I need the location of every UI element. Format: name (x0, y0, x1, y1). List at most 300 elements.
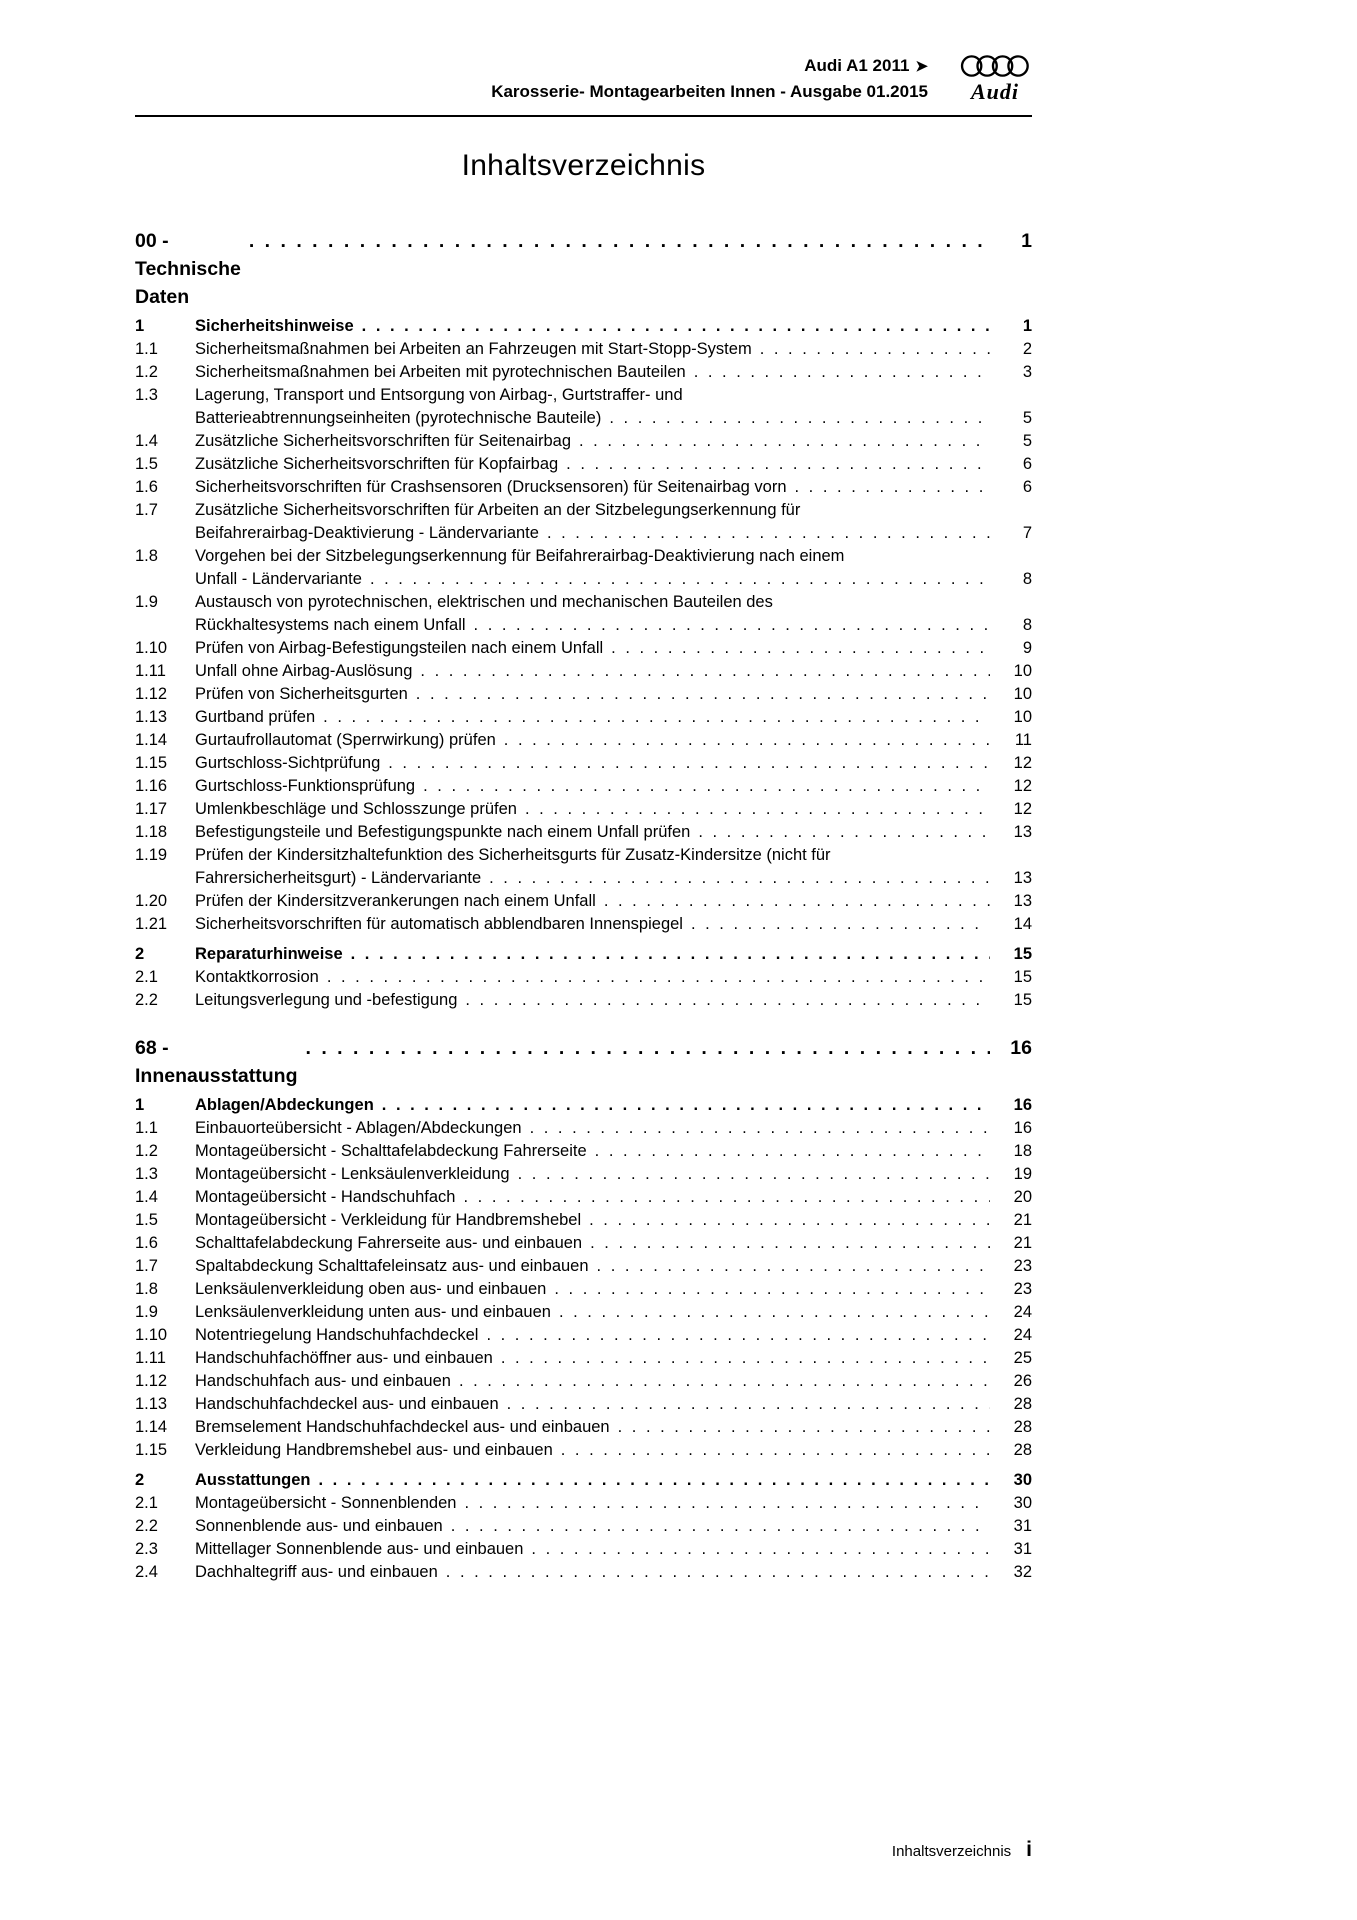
dot-leader (518, 1163, 990, 1186)
header-model-text: Audi A1 2011 (804, 55, 910, 75)
entry-body (195, 1538, 1032, 1561)
entry-title: Gurtschloss-Funktionsprüfung (195, 777, 416, 795)
dot-leader (531, 1538, 990, 1561)
entry-title: Montageübersicht - Verkleidung für Handbremshebel (195, 1211, 582, 1229)
entry-body (195, 430, 1032, 453)
entry-number: 1.4 (135, 1188, 158, 1206)
entry-page-number: 25 (1013, 1349, 1032, 1367)
entry-page-number: 16 (1013, 1096, 1032, 1114)
entry-page-number: 1 (1022, 317, 1032, 335)
dot-leader (525, 798, 990, 821)
entry-number: 2.2 (135, 1517, 158, 1535)
entry-number: 1.18 (135, 823, 168, 841)
entry-page-number: 23 (1013, 1257, 1032, 1275)
entry-number: 2.2 (135, 991, 158, 1009)
entry-last-line (195, 361, 1032, 384)
entry-page-number: 15 (1013, 945, 1032, 963)
entry-body (195, 1324, 1032, 1347)
entry-number: 1.11 (135, 1349, 166, 1367)
entry-number: 1.19 (135, 846, 168, 864)
chapter-page-number: 1 (1021, 230, 1032, 252)
dot-leader (420, 660, 990, 683)
entry-body (195, 1140, 1032, 1163)
header-document-title: Karosserie- Montagearbeiten Innen - Ausgabe 01.2015 (491, 82, 928, 101)
entry-page-number: 13 (1013, 869, 1032, 887)
entry-number: 1.7 (135, 1257, 158, 1275)
entry-body (195, 384, 1032, 430)
entry-page-number: 21 (1013, 1211, 1032, 1229)
entry-last-line (195, 775, 1032, 798)
entry-number: 1.3 (135, 1165, 158, 1183)
entry-number: 2.1 (135, 968, 158, 986)
entry-body (195, 1492, 1032, 1515)
entry-body (195, 453, 1032, 476)
page-header (135, 0, 1032, 117)
entry-title: Lenksäulenverkleidung oben aus- und einbauen (195, 1280, 547, 1298)
entry-last-line (195, 453, 1032, 476)
entry-title: Schalttafelabdeckung Fahrerseite aus- und einbauen (195, 1234, 583, 1252)
toc-entry (135, 1469, 1032, 1492)
entry-last-line (195, 430, 1032, 453)
toc-chapter-row (135, 1034, 1032, 1090)
dot-leader (507, 1393, 990, 1416)
entry-title: Montageübersicht - Handschuhfach (195, 1188, 456, 1206)
entry-title-line: Austausch von pyrotechnischen, elektrischen und mechanischen Bauteilen des (195, 593, 773, 611)
toc-entry (135, 1278, 1032, 1301)
entry-last-line (195, 1094, 1032, 1117)
dot-leader (561, 1439, 990, 1462)
toc-entry (135, 315, 1032, 338)
entry-title: Batterieabtrennungseinheiten (pyrotechnische Bauteile) (195, 409, 602, 427)
entry-title: Bremselement Handschuhfachdeckel aus- und einbauen (195, 1418, 610, 1436)
entry-title: Montageübersicht - Sonnenblenden (195, 1494, 457, 1512)
entry-last-line (195, 821, 1032, 844)
dot-leader (416, 683, 990, 706)
toc-entry (135, 1186, 1032, 1209)
entry-number: 2.1 (135, 1494, 158, 1512)
entry-last-line (195, 798, 1032, 821)
entry-page-number: 10 (1013, 708, 1032, 726)
entry-number: 1.9 (135, 1303, 158, 1321)
entry-last-line (195, 407, 1032, 430)
entry-last-line (195, 1278, 1032, 1301)
footer-page-number: i (1026, 1838, 1032, 1861)
toc-entry (135, 338, 1032, 361)
entry-page-number: 10 (1013, 685, 1032, 703)
toc-chapter-row (135, 227, 1032, 311)
entry-title: Beifahrerairbag-Deaktivierung - Ländervariante (195, 524, 539, 542)
dot-leader (489, 867, 990, 890)
entry-page-number: 24 (1013, 1303, 1032, 1321)
entry-page-number: 5 (1022, 409, 1032, 427)
entry-number: 1.21 (135, 915, 168, 933)
entry-number: 1.1 (135, 340, 158, 358)
entry-title: Prüfen von Airbag-Befestigungsteilen nach einem Unfall (195, 639, 604, 657)
entry-last-line (195, 476, 1032, 499)
entry-page-number: 14 (1013, 915, 1032, 933)
toc-entry (135, 361, 1032, 384)
dot-leader (530, 1117, 990, 1140)
entry-body (195, 1278, 1032, 1301)
entry-last-line (195, 1324, 1032, 1347)
entry-title: Handschuhfachöffner aus- und einbauen (195, 1349, 493, 1367)
entry-title: Mittellager Sonnenblende aus- und einbauen (195, 1540, 524, 1558)
entry-number: 1.14 (135, 1418, 168, 1436)
entry-title: Gurtband prüfen (195, 708, 316, 726)
entry-title: Ausstattungen (195, 1471, 311, 1489)
dot-leader (370, 568, 990, 591)
entry-number: 1.8 (135, 547, 158, 565)
entry-page-number: 3 (1022, 363, 1032, 381)
entry-body (195, 1561, 1032, 1584)
entry-title: Befestigungsteile und Befestigungspunkte nach einem Unfall prüfen (195, 823, 691, 841)
toc-entry (135, 1416, 1032, 1439)
model-year-arrow-icon: ➤ (915, 57, 928, 75)
dot-leader (464, 1492, 990, 1515)
entry-last-line (195, 1117, 1032, 1140)
dot-leader (504, 729, 990, 752)
entry-number: 1.4 (135, 432, 158, 450)
entry-page-number: 2 (1022, 340, 1032, 358)
entry-last-line (195, 683, 1032, 706)
content-area (135, 0, 1032, 1584)
entry-page-number: 7 (1022, 524, 1032, 542)
entry-last-line (195, 1515, 1032, 1538)
entry-last-line (195, 1492, 1032, 1515)
entry-body (195, 1117, 1032, 1140)
toc-entry (135, 1515, 1032, 1538)
entry-page-number: 15 (1013, 991, 1032, 1009)
entry-title: Sicherheitsvorschriften für Crashsensoren (Drucksensoren) für Seitenairbag vorn (195, 478, 787, 496)
entry-number: 1.12 (135, 1372, 168, 1390)
toc-entry (135, 384, 1032, 430)
entry-page-number: 26 (1013, 1372, 1032, 1390)
entry-body (195, 890, 1032, 913)
entry-title: Fahrersicherheitsgurt) - Ländervariante (195, 869, 482, 887)
entry-last-line (195, 1370, 1032, 1393)
dot-leader (249, 227, 990, 255)
header-model-line (135, 55, 928, 78)
entry-page-number: 21 (1013, 1234, 1032, 1252)
entry-body (195, 1439, 1032, 1462)
toc-entry (135, 1209, 1032, 1232)
entry-body (195, 1255, 1032, 1278)
entry-title: Dachhaltegriff aus- und einbauen (195, 1563, 438, 1581)
dot-leader (611, 637, 990, 660)
entry-body (195, 729, 1032, 752)
entry-last-line (195, 1393, 1032, 1416)
entry-body (195, 315, 1032, 338)
toc-entry (135, 1439, 1032, 1462)
toc-entry (135, 1561, 1032, 1584)
entry-number: 1.5 (135, 1211, 158, 1229)
entry-title: Prüfen von Sicherheitsgurten (195, 685, 408, 703)
entry-last-line (195, 1347, 1032, 1370)
entry-number: 1.13 (135, 708, 168, 726)
toc-entry (135, 943, 1032, 966)
entry-number: 1.6 (135, 478, 158, 496)
entry-body (195, 476, 1032, 499)
entry-title: Kontaktkorrosion (195, 968, 319, 986)
toc-entry (135, 637, 1032, 660)
dot-leader (547, 522, 990, 545)
entry-page-number: 18 (1013, 1142, 1032, 1160)
entry-last-line (195, 1232, 1032, 1255)
entry-page-number: 12 (1013, 800, 1032, 818)
entry-title: Unfall ohne Airbag-Auslösung (195, 662, 413, 680)
toc-entry (135, 476, 1032, 499)
entry-last-line (195, 614, 1032, 637)
entry-title: Sicherheitsmaßnahmen bei Arbeiten mit pyrotechnischen Bauteilen (195, 363, 686, 381)
toc-entry (135, 1370, 1032, 1393)
toc-entry (135, 1538, 1032, 1561)
toc-entry (135, 1393, 1032, 1416)
dot-leader (486, 1324, 990, 1347)
entry-number: 2 (135, 945, 145, 963)
entry-body (195, 1347, 1032, 1370)
entry-title: Lenksäulenverkleidung unten aus- und einbauen (195, 1303, 551, 1321)
entry-last-line (195, 1186, 1032, 1209)
entry-number: 1.11 (135, 662, 166, 680)
dot-leader (446, 1561, 990, 1584)
entry-number: 1.14 (135, 731, 168, 749)
entry-page-number: 31 (1013, 1540, 1032, 1558)
entry-body (195, 966, 1032, 989)
toc-entry (135, 1255, 1032, 1278)
entry-number: 1.13 (135, 1395, 168, 1413)
entry-last-line (195, 338, 1032, 361)
dot-leader (604, 890, 990, 913)
entry-number: 1.8 (135, 1280, 158, 1298)
dot-leader (423, 775, 990, 798)
entry-body (195, 660, 1032, 683)
entry-body (195, 1186, 1032, 1209)
entry-title: Sicherheitsvorschriften für automatisch abblendbaren Innenspiegel (195, 915, 683, 933)
entry-page-number: 16 (1013, 1119, 1032, 1137)
entry-last-line (195, 1561, 1032, 1584)
entry-title: Einbauorteübersicht - Ablagen/Abdeckungen (195, 1119, 522, 1137)
entry-body (195, 1094, 1032, 1117)
entry-page-number: 12 (1013, 777, 1032, 795)
entry-title: Zusätzliche Sicherheitsvorschriften für Seitenairbag (195, 432, 572, 450)
entry-page-number: 28 (1013, 1441, 1032, 1459)
entry-page-number: 8 (1022, 570, 1032, 588)
dot-leader (464, 1186, 991, 1209)
entry-body (195, 1209, 1032, 1232)
entry-body (195, 1416, 1032, 1439)
entry-page-number: 11 (1014, 731, 1032, 749)
entry-last-line (195, 1140, 1032, 1163)
dot-leader (465, 989, 990, 1012)
toc-entry (135, 775, 1032, 798)
entry-last-line (195, 943, 1032, 966)
dot-leader (597, 1255, 990, 1278)
dot-leader (691, 913, 990, 936)
dot-leader (559, 1301, 990, 1324)
entry-title-line: Zusätzliche Sicherheitsvorschriften für Arbeiten an der Sitzbelegungserkennung für (195, 501, 801, 519)
entry-title: Gurtschloss-Sichtprüfung (195, 754, 381, 772)
entry-number: 1.12 (135, 685, 168, 703)
toc-entry (135, 844, 1032, 890)
entry-page-number: 19 (1013, 1165, 1032, 1183)
entry-number: 1 (135, 317, 145, 335)
entry-title: Verkleidung Handbremshebel aus- und einbauen (195, 1441, 553, 1459)
toc-section (135, 227, 1032, 1012)
entry-last-line (195, 1538, 1032, 1561)
toc-entry (135, 729, 1032, 752)
entry-number: 1 (135, 1096, 145, 1114)
entry-title: Leitungsverlegung und -befestigung (195, 991, 458, 1009)
dot-leader (382, 1094, 990, 1117)
toc-entry (135, 1094, 1032, 1117)
entry-body (195, 1393, 1032, 1416)
toc-entry (135, 1163, 1032, 1186)
entry-number: 1.9 (135, 593, 158, 611)
entry-title: Rückhaltesystems nach einem Unfall (195, 616, 466, 634)
chapter-page-number: 16 (1010, 1037, 1032, 1059)
dot-leader (323, 706, 990, 729)
entry-last-line (195, 1255, 1032, 1278)
entry-title: Umlenkbeschläge und Schlosszunge prüfen (195, 800, 517, 818)
entry-number: 1.10 (135, 639, 168, 657)
entry-last-line (195, 1439, 1032, 1462)
toc-entry (135, 1324, 1032, 1347)
entry-title: Sonnenblende aus- und einbauen (195, 1517, 443, 1535)
entry-last-line (195, 989, 1032, 1012)
entry-title: Unfall - Ländervariante (195, 570, 362, 588)
entry-page-number: 23 (1013, 1280, 1032, 1298)
entry-title-line: Lagerung, Transport und Entsorgung von Airbag-, Gurtstraffer- und (195, 386, 683, 404)
entry-page-number: 28 (1013, 1418, 1032, 1436)
toc-entry (135, 1301, 1032, 1324)
entry-body (195, 989, 1032, 1012)
dot-leader (388, 752, 990, 775)
toc-entry (135, 966, 1032, 989)
entry-title: Ablagen/Abdeckungen (195, 1096, 374, 1114)
entry-title: Sicherheitsmaßnahmen bei Arbeiten an Fahrzeugen mit Start-Stopp-System (195, 340, 752, 358)
dot-leader (566, 453, 990, 476)
entry-last-line (195, 913, 1032, 936)
toc-entry (135, 913, 1032, 936)
entry-page-number: 5 (1022, 432, 1032, 450)
toc-entry (135, 1492, 1032, 1515)
footer-label: Inhaltsverzeichnis (891, 1843, 1012, 1860)
entry-number: 1.5 (135, 455, 158, 473)
dot-leader (459, 1370, 990, 1393)
toc-entry (135, 1232, 1032, 1255)
dot-leader (362, 315, 990, 338)
toc-entry (135, 453, 1032, 476)
toc (135, 227, 1032, 1584)
audi-rings-icon (958, 54, 1032, 78)
entry-number: 1.2 (135, 1142, 158, 1160)
entry-title: Zusätzliche Sicherheitsvorschriften für Kopfairbag (195, 455, 559, 473)
dot-leader (595, 1140, 990, 1163)
entry-number: 1.20 (135, 892, 168, 910)
dot-leader (795, 476, 990, 499)
dot-leader (694, 361, 990, 384)
entry-body (195, 943, 1032, 966)
page-footer (892, 1838, 1032, 1862)
dot-leader (590, 1232, 990, 1255)
entry-page-number: 6 (1022, 478, 1032, 496)
entry-body (195, 499, 1032, 545)
entry-page-number: 8 (1022, 616, 1032, 634)
entry-number: 2 (135, 1471, 145, 1489)
toc-entries (135, 1094, 1032, 1584)
entry-title: Montageübersicht - Lenksäulenverkleidung (195, 1165, 510, 1183)
entry-title-line: Prüfen der Kindersitzhaltefunktion des Sicherheitsgurts für Zusatz-Kindersitze (nicht für (195, 846, 831, 864)
entry-last-line (195, 315, 1032, 338)
entry-title: Handschuhfachdeckel aus- und einbauen (195, 1395, 499, 1413)
entry-body (195, 361, 1032, 384)
entry-number: 1.1 (135, 1119, 158, 1137)
dot-leader (451, 1515, 990, 1538)
entry-body (195, 637, 1032, 660)
entry-body (195, 1232, 1032, 1255)
dot-leader (698, 821, 990, 844)
toc-entry (135, 752, 1032, 775)
entry-page-number: 24 (1013, 1326, 1032, 1344)
entry-number: 1.7 (135, 501, 158, 519)
dot-leader (554, 1278, 990, 1301)
entry-title: Sicherheitshinweise (195, 317, 354, 335)
dot-leader (474, 614, 990, 637)
entry-page-number: 28 (1013, 1395, 1032, 1413)
dot-leader (501, 1347, 990, 1370)
entry-page-number: 6 (1022, 455, 1032, 473)
entry-last-line (195, 568, 1032, 591)
toc-entry (135, 1347, 1032, 1370)
entry-last-line (195, 637, 1032, 660)
entry-title: Gurtaufrollautomat (Sperrwirkung) prüfen (195, 731, 496, 749)
entry-last-line (195, 522, 1032, 545)
entry-last-line (195, 1416, 1032, 1439)
toc-entry (135, 430, 1032, 453)
toc-entry (135, 591, 1032, 637)
entry-page-number: 30 (1013, 1494, 1032, 1512)
entry-body (195, 775, 1032, 798)
entry-title: Notentriegelung Handschuhfachdeckel (195, 1326, 479, 1344)
entry-title: Prüfen der Kindersitzverankerungen nach einem Unfall (195, 892, 596, 910)
chapter-title: 68 - Innenausstattung (135, 1037, 298, 1087)
entry-body (195, 844, 1032, 890)
toc-entry (135, 821, 1032, 844)
entry-number: 2.4 (135, 1563, 158, 1581)
entry-number: 1.10 (135, 1326, 168, 1344)
entry-body (195, 798, 1032, 821)
entry-page-number: 12 (1013, 754, 1032, 772)
toc-entry (135, 798, 1032, 821)
dot-leader (306, 1034, 991, 1062)
entry-body (195, 706, 1032, 729)
toc-entry (135, 683, 1032, 706)
entry-last-line (195, 1469, 1032, 1492)
entry-last-line (195, 867, 1032, 890)
entry-body (195, 683, 1032, 706)
entry-page-number: 13 (1013, 892, 1032, 910)
entry-page-number: 10 (1013, 662, 1032, 680)
dot-leader (579, 430, 990, 453)
page-title: Inhaltsverzeichnis (461, 149, 706, 182)
entry-last-line (195, 1301, 1032, 1324)
dot-leader (609, 407, 990, 430)
entry-body (195, 1301, 1032, 1324)
dot-leader (589, 1209, 990, 1232)
toc-entry (135, 660, 1032, 683)
entry-body (195, 1163, 1032, 1186)
entry-title: Montageübersicht - Schalttafelabdeckung Fahrerseite (195, 1142, 587, 1160)
